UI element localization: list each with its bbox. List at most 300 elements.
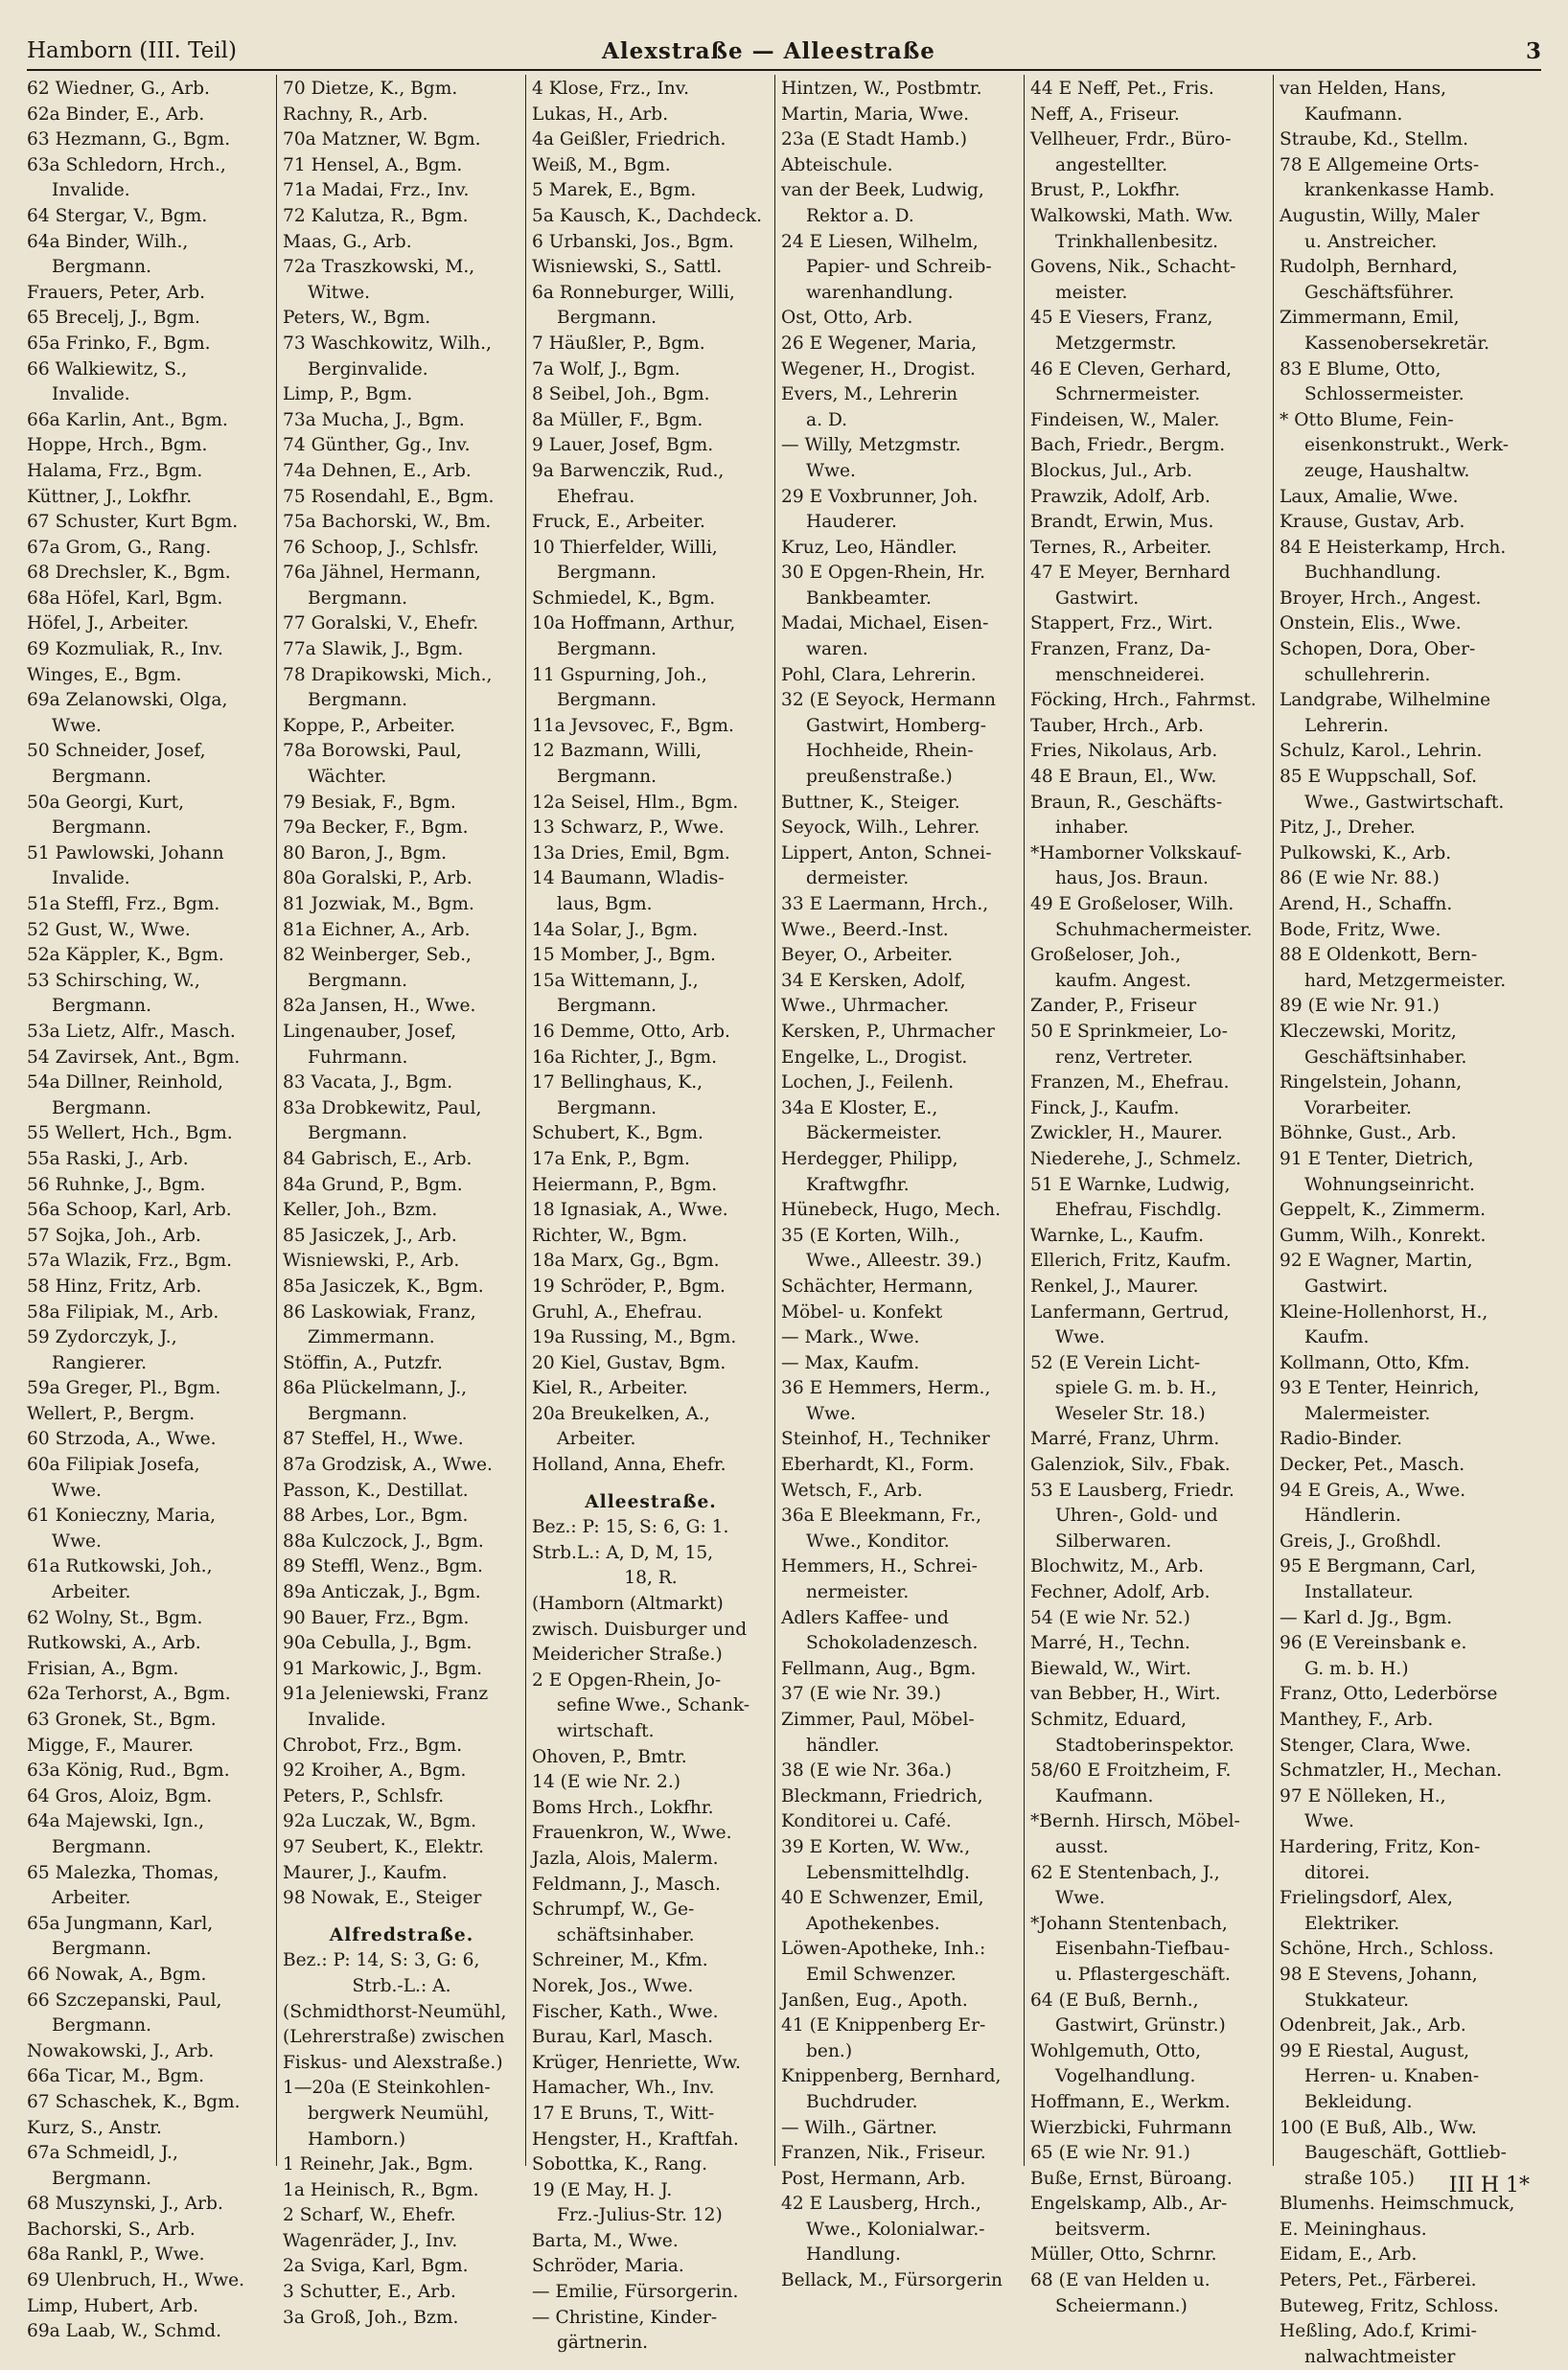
directory-line: Richter, W., Bgm. <box>532 1225 688 1246</box>
directory-line: 89 (E wie Nr. 91.) <box>1280 996 1440 1017</box>
directory-line: 52 Gust, W., Wwe. <box>27 919 191 940</box>
directory-line: Kollmann, Otto, Kfm. <box>1280 1352 1470 1373</box>
directory-line: Passon, K., Destillat. <box>283 1480 469 1501</box>
directory-line: Stöffin, A., Putzfr. <box>283 1352 443 1373</box>
directory-line: Gastwirt, Grünstr.) <box>1055 2015 1226 2036</box>
directory-line: Kassenobersekretär. <box>1304 333 1490 354</box>
directory-line: 55a Raski, J., Arb. <box>27 1148 189 1169</box>
directory-line: * Otto Blume, Fein- <box>1280 409 1454 430</box>
directory-line: Stadtoberinspektor. <box>1055 1735 1234 1756</box>
directory-line: 36 E Hemmers, Herm., <box>781 1378 991 1399</box>
directory-line: straße 105.) <box>1304 2168 1416 2189</box>
directory-line: 38 (E wie Nr. 36a.) <box>781 1760 952 1782</box>
directory-line: 94 E Greis, A., Wwe. <box>1280 1480 1466 1501</box>
directory-line: Frauenkron, W., Wwe. <box>532 1823 732 1844</box>
directory-line: (Schmidthorst-Neumühl, <box>283 2001 507 2022</box>
directory-line: Kaufmann. <box>1304 104 1403 125</box>
directory-line: Buchhandlung. <box>1304 563 1441 584</box>
directory-line: 54 Zavirsek, Ant., Bgm. <box>27 1047 241 1068</box>
header-rule <box>27 69 1541 71</box>
directory-line: Hünebeck, Hugo, Mech. <box>781 1200 1002 1221</box>
directory-line: 26 E Wegener, Maria, <box>781 333 978 354</box>
directory-line: Renkel, J., Maurer. <box>1030 1276 1199 1297</box>
directory-line: 39 E Korten, W. Ww., <box>781 1836 971 1857</box>
directory-line: Gumm, Wilh., Konrekt. <box>1280 1225 1487 1246</box>
column-1 <box>27 75 276 2342</box>
directory-line: Landgrabe, Wilhelmine <box>1280 690 1491 711</box>
directory-line: 20a Breukelken, A., <box>532 1403 710 1424</box>
directory-line: 45 E Viesers, Franz, <box>1030 308 1213 329</box>
directory-line: 23a (E Stadt Hamb.) <box>781 129 967 150</box>
directory-line: Fischer, Kath., Wwe. <box>532 2001 719 2022</box>
directory-line: Uhren-, Gold- und <box>1055 1506 1218 1527</box>
directory-line: Laux, Amalie, Wwe. <box>1280 486 1459 507</box>
directory-line: Bergmann. <box>308 1123 408 1144</box>
directory-line: Emil Schwenzer. <box>806 1964 957 1985</box>
directory-line: — Willy, Metzgmstr. <box>781 435 961 456</box>
directory-line: Decker, Pet., Masch. <box>1280 1455 1465 1476</box>
directory-line: 70 Dietze, K., Bgm. <box>283 79 458 99</box>
directory-line: 89a Anticzak, J., Bgm. <box>283 1582 481 1603</box>
directory-line: Wierzbicki, Fuhrmann <box>1030 2117 1233 2138</box>
directory-line: 53a Lietz, Alfr., Masch. <box>27 1021 236 1042</box>
directory-line: Knippenberg, Bernhard, <box>781 2066 1002 2087</box>
directory-line: Eberhardt, Kl., Form. <box>781 1455 975 1476</box>
directory-line: Stenger, Clara, Wwe. <box>1280 1735 1471 1756</box>
directory-line: spiele G. m. b. H., <box>1055 1378 1217 1399</box>
directory-line: 1a Heinisch, R., Bgm. <box>283 2179 479 2200</box>
directory-line: Bergmann. <box>52 1939 152 1960</box>
directory-line: Kersken, P., Uhrmacher <box>781 1021 995 1042</box>
directory-line: nalwachtmeister <box>1304 2346 1456 2367</box>
directory-line: Bergmann. <box>52 996 152 1017</box>
directory-line: 75a Bachorski, W., Bm. <box>283 512 492 533</box>
directory-line: Buteweg, Fritz, Schloss. <box>1280 2295 1499 2316</box>
directory-line: Bankbeamter. <box>806 587 932 609</box>
directory-line: 20 Kiel, Gustav, Bgm. <box>532 1352 726 1373</box>
directory-line: 36a E Bleekmann, Fr., <box>781 1506 982 1527</box>
directory-line: 84a Grund, P., Bgm. <box>283 1174 463 1195</box>
directory-line: Boms Hrch., Lokfhr. <box>532 1797 714 1818</box>
directory-line: 66a Karlin, Ant., Bgm. <box>27 409 228 430</box>
directory-line: Greis, J., Großhdl. <box>1280 1530 1441 1552</box>
directory-line: — Mark., Wwe. <box>781 1327 920 1348</box>
directory-line: Bergmann. <box>52 2168 152 2189</box>
directory-line: Bergmann. <box>52 2015 152 2036</box>
directory-line: 80a Goralski, P., Arb. <box>283 868 473 889</box>
running-head-left: Hamborn (III. Teil) <box>27 38 237 63</box>
directory-line: Lehrerin. <box>1304 715 1389 736</box>
directory-line: 67a Schmeidl, J., <box>27 2143 178 2164</box>
directory-line: 90 Bauer, Frz., Bgm. <box>283 1607 470 1628</box>
directory-line: Schmitz, Eduard, <box>1030 1710 1188 1730</box>
directory-line: Bäckermeister. <box>806 1123 942 1144</box>
directory-line: Schmiedel, K., Bgm. <box>532 587 716 609</box>
directory-line: 99 E Riestal, August, <box>1280 2040 1470 2061</box>
directory-line: Fellmann, Aug., Bgm. <box>781 1658 977 1679</box>
directory-line: 12a Seisel, Hlm., Bgm. <box>532 792 739 813</box>
directory-line: 76a Jähnel, Hermann, <box>283 563 481 584</box>
directory-line: Wwe. <box>52 715 102 736</box>
directory-line: Rangierer. <box>52 1352 148 1373</box>
column-4 <box>774 75 1024 2291</box>
directory-line: Zimmermann, Emil, <box>1280 308 1460 329</box>
directory-line: angestellter. <box>1055 154 1168 175</box>
directory-line: 13a Dries, Emil, Bgm. <box>532 842 730 863</box>
directory-line: 63 Hezmann, G., Bgm. <box>27 129 231 150</box>
directory-line: 90a Cebulla, J., Bgm. <box>283 1633 473 1654</box>
directory-line: Bergmann. <box>557 308 657 329</box>
directory-line: 19 (E May, H. J. <box>532 2179 673 2200</box>
directory-line: Wohnungseinricht. <box>1304 1174 1475 1195</box>
directory-line: Wegener, H., Drogist. <box>781 358 976 380</box>
directory-line: 57a Wlazik, Frz., Bgm. <box>27 1251 233 1272</box>
directory-line: Frauers, Peter, Arb. <box>27 282 206 303</box>
directory-line: Löwen-Apotheke, Inh.: <box>781 1939 986 1960</box>
directory-line: Strb.-L.: A. <box>352 1975 451 1996</box>
directory-line: 61 Konieczny, Maria, <box>27 1506 217 1527</box>
directory-line: Weseler Str. 18.) <box>1055 1403 1206 1424</box>
directory-line: 70a Matzner, W. Bgm. <box>283 129 481 150</box>
directory-line: 77a Slawik, J., Bgm. <box>283 639 464 660</box>
directory-line: Invalide. <box>52 384 130 405</box>
directory-line: Franzen, Franz, Da- <box>1030 639 1211 660</box>
directory-line: Rudolph, Bernhard, <box>1280 257 1459 278</box>
directory-line: 54 (E wie Nr. 52.) <box>1030 1607 1190 1628</box>
directory-line: Schopen, Dora, Ober- <box>1280 639 1476 660</box>
directory-line: 74 Günther, Gg., Inv. <box>283 435 471 456</box>
directory-line: Maurer, J., Kaufm. <box>283 1862 448 1883</box>
directory-line: Schubert, K., Bgm. <box>532 1123 703 1144</box>
directory-line: 69a Zelanowski, Olga, <box>27 690 228 711</box>
directory-line: Handlung. <box>806 2244 901 2266</box>
directory-line: Frz.-Julius-Str. 12) <box>557 2205 723 2226</box>
directory-line: Walkowski, Math. Ww. <box>1030 205 1234 226</box>
directory-line: 60a Filipiak Josefa, <box>27 1455 200 1476</box>
directory-line: 62 E Stentenbach, J., <box>1030 1862 1220 1883</box>
directory-line: 46 E Cleven, Gerhard, <box>1030 358 1233 380</box>
directory-line: 11 Gspurning, Joh., <box>532 664 707 685</box>
sheet-signature: III H 1* <box>1448 2174 1530 2197</box>
directory-line: 78 Drapikowski, Mich., <box>283 664 493 685</box>
directory-line: waren. <box>806 639 868 660</box>
directory-line: 85 E Wuppschall, Sof. <box>1280 767 1477 788</box>
directory-line: Witwe. <box>308 282 371 303</box>
directory-line: 71a Madai, Frz., Inv. <box>283 180 470 201</box>
directory-line: 65 Brecelj, J., Bgm. <box>27 308 200 329</box>
directory-line: 16 Demme, Otto, Arb. <box>532 1021 730 1042</box>
directory-line: Zwickler, H., Maurer. <box>1030 1123 1223 1144</box>
directory-line: Straube, Kd., Stellm. <box>1280 129 1469 150</box>
directory-line: zeuge, Haushaltw. <box>1304 460 1470 481</box>
directory-line: 80 Baron, J., Bgm. <box>283 842 448 863</box>
directory-line: Engelskamp, Alb., Ar- <box>1030 2194 1228 2215</box>
directory-line: 4 Klose, Frz., Inv. <box>532 79 689 99</box>
directory-line: meister. <box>1055 282 1128 303</box>
directory-line: 41 (E Knippenberg Er- <box>781 2015 986 2036</box>
directory-line: 56 Ruhnke, J., Bgm. <box>27 1174 206 1195</box>
directory-line: 92 Kroiher, A., Bgm. <box>283 1760 467 1782</box>
directory-line: 53 E Lausberg, Friedr. <box>1030 1480 1234 1501</box>
directory-line: sefine Wwe., Schank- <box>557 1695 750 1716</box>
directory-line: Trinkhallenbesitz. <box>1055 231 1219 252</box>
directory-line: Blumenhs. Heimschmuck, <box>1280 2194 1515 2215</box>
directory-line: 56a Schoop, Karl, Arb. <box>27 1200 232 1221</box>
directory-line: Holland, Anna, Ehefr. <box>532 1455 726 1476</box>
directory-line: Wwe. <box>1055 1888 1105 1909</box>
directory-line: Vorarbeiter. <box>1304 1097 1412 1118</box>
directory-line: Bleckmann, Friedrich, <box>781 1785 983 1806</box>
directory-line: 65 (E wie Nr. 91.) <box>1030 2143 1190 2164</box>
directory-line: 15a Wittemann, J., <box>532 970 699 991</box>
directory-line: 91 Markowic, J., Bgm. <box>283 1658 482 1679</box>
directory-line: 65a Frinko, F., Bgm. <box>27 333 211 354</box>
directory-line: 35 (E Korten, Wilh., <box>781 1225 960 1246</box>
directory-line: Warnke, L., Kaufm. <box>1030 1225 1204 1246</box>
directory-line: Rachny, R., Arb. <box>283 104 428 125</box>
directory-line: 60 Strzoda, A., Wwe. <box>27 1429 217 1450</box>
directory-line: Radio-Binder. <box>1280 1429 1403 1450</box>
directory-line: 92 E Wagner, Martin, <box>1280 1251 1473 1272</box>
directory-line: Kurz, S., Anstr. <box>27 2117 162 2138</box>
directory-line: 16a Richter, J., Bgm. <box>532 1047 717 1068</box>
directory-line: 52a Käppler, K., Bgm. <box>27 945 224 966</box>
directory-line: Elektriker. <box>1304 1913 1400 1934</box>
directory-line: Barta, M., Wwe. <box>532 2230 679 2251</box>
directory-line: Hengster, H., Kraftfah. <box>532 2128 739 2150</box>
directory-line: — Karl d. Jg., Bgm. <box>1280 1607 1453 1628</box>
directory-line: Schlossermeister. <box>1304 384 1464 405</box>
directory-line: Kaufm. <box>1304 1327 1370 1348</box>
directory-line: Schrnermeister. <box>1055 384 1201 405</box>
directory-line: Prawzik, Adolf, Arb. <box>1030 486 1211 507</box>
directory-line: Heiermann, P., Bgm. <box>532 1174 718 1195</box>
directory-line: 83 Vacata, J., Bgm. <box>283 1072 453 1093</box>
directory-line: Finck, J., Kaufm. <box>1030 1097 1180 1118</box>
directory-line: 63 Gronek, St., Bgm. <box>27 1710 217 1730</box>
directory-line: Franzen, M., Ehefrau. <box>1030 1072 1230 1093</box>
directory-line: 7a Wolf, J., Bgm. <box>532 358 680 380</box>
directory-line: Schokoladenzesch. <box>806 1633 979 1654</box>
directory-line: 2 E Opgen-Rhein, Jo- <box>532 1669 722 1691</box>
directory-line: 68 Drechsler, K., Bgm. <box>27 563 231 584</box>
directory-line: Wwe., Kolonialwar.- <box>806 2219 985 2240</box>
directory-line: 66 Nowak, A., Bgm. <box>27 1964 207 1985</box>
directory-line: Schröder, Maria. <box>532 2256 684 2277</box>
directory-line: 63a Schledorn, Hrch., <box>27 154 226 175</box>
directory-line: 84 Gabrisch, E., Arb. <box>283 1148 473 1169</box>
directory-line: Föcking, Hrch., Fahrmst. <box>1030 690 1257 711</box>
directory-line: 83 E Blume, Otto, <box>1280 358 1441 380</box>
directory-line: Niederehe, J., Schmelz. <box>1030 1148 1241 1169</box>
directory-line: 8a Müller, F., Bgm. <box>532 409 703 430</box>
directory-line: Bergmann. <box>52 817 152 839</box>
directory-line: 2a Sviga, Karl, Bgm. <box>283 2256 469 2277</box>
directory-line: dermeister. <box>806 868 910 889</box>
directory-line: 73 Waschkowitz, Wilh., <box>283 333 492 354</box>
directory-line: Konditorei u. Café. <box>781 1811 952 1832</box>
directory-line: 17 Bellinghaus, K., <box>532 1072 703 1093</box>
directory-line: preußenstraße.) <box>806 767 953 788</box>
directory-line: ben.) <box>806 2040 853 2061</box>
directory-line: 68a Rankl, P., Wwe. <box>27 2244 205 2266</box>
directory-line: Zimmer, Paul, Möbel- <box>781 1710 975 1730</box>
directory-line: Limp, Hubert, Arb. <box>27 2295 199 2316</box>
directory-line: 96 (E Vereinsbank e. <box>1280 1633 1467 1654</box>
directory-line: Silberwaren. <box>1055 1530 1172 1552</box>
directory-line: Bergmann. <box>52 257 152 278</box>
directory-line: Bergmann. <box>308 970 408 991</box>
directory-line: Papier- und Schreib- <box>806 257 992 278</box>
directory-line: Wwe., Konditor. <box>806 1530 950 1552</box>
directory-line: Chrobot, Frz., Bgm. <box>283 1735 463 1756</box>
directory-line: 9 Lauer, Josef, Bgm. <box>532 435 714 456</box>
directory-line: Ternes, R., Arbeiter. <box>1030 537 1212 558</box>
directory-line: Bez.: P: 14, S: 3, G: 6, <box>283 1950 480 1971</box>
directory-line: hard, Metzgermeister. <box>1304 970 1507 991</box>
directory-line: Küttner, J., Lokfhr. <box>27 486 193 507</box>
directory-line: Madai, Michael, Eisen- <box>781 613 989 634</box>
directory-line: Apothekenbes. <box>806 1913 940 1934</box>
directory-line: Abteischule. <box>781 154 893 175</box>
directory-line: Arbeiter. <box>557 1429 636 1450</box>
directory-line: 86 Laskowiak, Franz, <box>283 1301 476 1323</box>
directory-line: haus, Jos. Braun. <box>1055 868 1209 889</box>
directory-line: 14a Solar, J., Bgm. <box>532 919 699 940</box>
directory-line: 14 Baumann, Wladis- <box>532 868 725 889</box>
directory-line: 98 E Stevens, Johann, <box>1280 1964 1478 1985</box>
directory-line: Brandt, Erwin, Mus. <box>1030 512 1214 533</box>
directory-line: 50a Georgi, Kurt, <box>27 792 184 813</box>
directory-line: 55 Wellert, Hch., Bgm. <box>27 1123 233 1144</box>
directory-line: Vellheuer, Frdr., Büro- <box>1030 129 1232 150</box>
directory-line: 53 Schirsching, W., <box>27 970 200 991</box>
directory-line: Adlers Kaffee- und <box>781 1607 949 1628</box>
directory-line: 65 Malezka, Thomas, <box>27 1862 219 1883</box>
directory-line: Hemmers, H., Schrei- <box>781 1556 978 1577</box>
directory-line: 83a Drobkewitz, Paul, <box>283 1097 482 1118</box>
directory-line: Metzgermstr. <box>1055 333 1177 354</box>
directory-line: 98 Nowak, E., Steiger <box>283 1888 482 1909</box>
directory-line: Möbel- u. Konfekt <box>781 1301 943 1323</box>
directory-line: eisenkonstrukt., Werk- <box>1304 435 1509 456</box>
directory-line: 6 Urbanski, Jos., Bgm. <box>532 231 734 252</box>
directory-line: 10a Hoffmann, Arthur, <box>532 613 736 634</box>
directory-line: 49 E Großeloser, Wilh. <box>1030 894 1234 914</box>
directory-line: Winges, E., Bgm. <box>27 664 182 685</box>
directory-line: Lippert, Anton, Schnei- <box>781 842 992 863</box>
directory-line: Odenbreit, Jak., Arb. <box>1280 2015 1466 2036</box>
directory-line: wirtschaft. <box>557 1721 655 1741</box>
directory-line: — Wilh., Gärtner. <box>781 2117 937 2138</box>
directory-line: nermeister. <box>806 1582 910 1603</box>
directory-line: 69 Kozmuliak, R., Inv. <box>27 639 223 660</box>
directory-line: 91 E Tenter, Dietrich, <box>1280 1148 1474 1169</box>
directory-line: Wwe., Alleestr. 39.) <box>806 1251 982 1272</box>
directory-line: Hardering, Fritz, Kon- <box>1280 1836 1481 1857</box>
directory-line: 17 E Bruns, T., Witt- <box>532 2103 715 2124</box>
directory-line: Beyer, O., Arbeiter. <box>781 945 954 966</box>
directory-line: Schmatzler, H., Mechan. <box>1280 1760 1503 1782</box>
column-3 <box>525 75 774 2354</box>
directory-line: Invalide. <box>52 180 130 201</box>
directory-line: 12 Bazmann, Willi, <box>532 741 703 762</box>
directory-line: 5 Marek, E., Bgm. <box>532 180 697 201</box>
directory-line: schäftsinhaber. <box>557 1924 695 1945</box>
directory-line: 64a Majewski, Ign., <box>27 1811 205 1832</box>
directory-line: 13 Schwarz, P., Wwe. <box>532 817 725 839</box>
directory-line: Wisniewski, P., Arb. <box>283 1251 460 1272</box>
directory-line: — Christine, Kinder- <box>532 2307 718 2328</box>
directory-line: Fuhrmann. <box>308 1047 408 1068</box>
directory-line: 65a Jungmann, Karl, <box>27 1913 214 1934</box>
directory-line: Bergmann. <box>308 587 408 609</box>
directory-line: 97 E Nölleken, H., <box>1280 1785 1446 1806</box>
directory-line: Bergmann. <box>52 767 152 788</box>
directory-line: 88 E Oldenkott, Bern- <box>1280 945 1478 966</box>
directory-line: Kiel, R., Arbeiter. <box>532 1378 688 1399</box>
directory-line: 69 Ulenbruch, H., Wwe. <box>27 2270 245 2291</box>
directory-line: Lebensmittelhdlg. <box>806 1862 970 1883</box>
directory-line: 32 (E Seyock, Hermann <box>781 690 997 711</box>
directory-line: 87 Steffel, H., Wwe. <box>283 1429 464 1450</box>
directory-line: Buchdruder. <box>806 2091 918 2112</box>
directory-line: Herdegger, Philipp, <box>781 1148 958 1169</box>
directory-line: 64 Gros, Aloiz, Bgm. <box>27 1785 213 1806</box>
directory-line: beitsverm. <box>1055 2219 1151 2240</box>
directory-line: Kleine-Hollenhorst, H., <box>1280 1301 1488 1323</box>
directory-line: Kraftwgfhr. <box>806 1174 910 1195</box>
directory-line: 50 Schneider, Josef, <box>27 741 206 762</box>
directory-line: Gastwirt. <box>1304 1276 1389 1297</box>
directory-line: Invalide. <box>308 1710 386 1730</box>
directory-line: Geschäftsführer. <box>1304 282 1455 303</box>
directory-line: 24 E Liesen, Wilhelm, <box>781 231 979 252</box>
directory-line: 82 Weinberger, Seb., <box>283 945 472 966</box>
directory-line: — Max, Kaufm. <box>781 1352 920 1373</box>
directory-line: Bez.: P: 15, S: 6, G: 1. <box>532 1517 729 1538</box>
directory-line: Keller, Joh., Bzm. <box>283 1200 438 1221</box>
directory-line: Schreiner, M., Kfm. <box>532 1950 708 1971</box>
directory-line: Halama, Frz., Bgm. <box>27 460 203 481</box>
directory-line: Wwe. <box>806 1403 856 1424</box>
directory-line: Bergmann. <box>52 1836 152 1857</box>
directory-line: E. Meininghaus. <box>1280 2219 1427 2240</box>
directory-line: u. Anstreicher. <box>1304 231 1438 252</box>
directory-line: Neff, A., Friseur. <box>1030 104 1180 125</box>
directory-line: Koppe, P., Arbeiter. <box>283 715 456 736</box>
directory-line: 19 Schröder, P., Bgm. <box>532 1276 726 1297</box>
directory-line: Zimmermann. <box>308 1327 435 1348</box>
directory-line: 29 E Voxbrunner, Joh. <box>781 486 979 507</box>
directory-line: 58 Hinz, Fritz, Arb. <box>27 1276 202 1297</box>
directory-line: 52 (E Verein Licht- <box>1030 1352 1201 1373</box>
directory-line: Marré, Franz, Uhrm. <box>1030 1429 1220 1450</box>
column-5 <box>1024 75 1273 2316</box>
directory-line: 48 E Braun, El., Ww. <box>1030 767 1217 788</box>
directory-line: Eidam, E., Arb. <box>1280 2244 1418 2266</box>
directory-line: 50 E Sprinkmeier, Lo- <box>1030 1021 1228 1042</box>
directory-line: Invalide. <box>52 868 130 889</box>
directory-line: Norek, Jos., Wwe. <box>532 1975 694 1996</box>
directory-line: 78a Borowski, Paul, <box>283 741 462 762</box>
directory-line: Frisian, A., Bgm. <box>27 1658 179 1679</box>
directory-line: 72a Traszkowski, M., <box>283 257 475 278</box>
directory-line: Wwe. <box>806 460 856 481</box>
directory-line: 66 Szczepanski, Paul, <box>27 1990 222 2011</box>
directory-line: 74a Dehnen, E., Arb. <box>283 460 472 481</box>
directory-line: Feldmann, J., Masch. <box>532 1874 721 1895</box>
